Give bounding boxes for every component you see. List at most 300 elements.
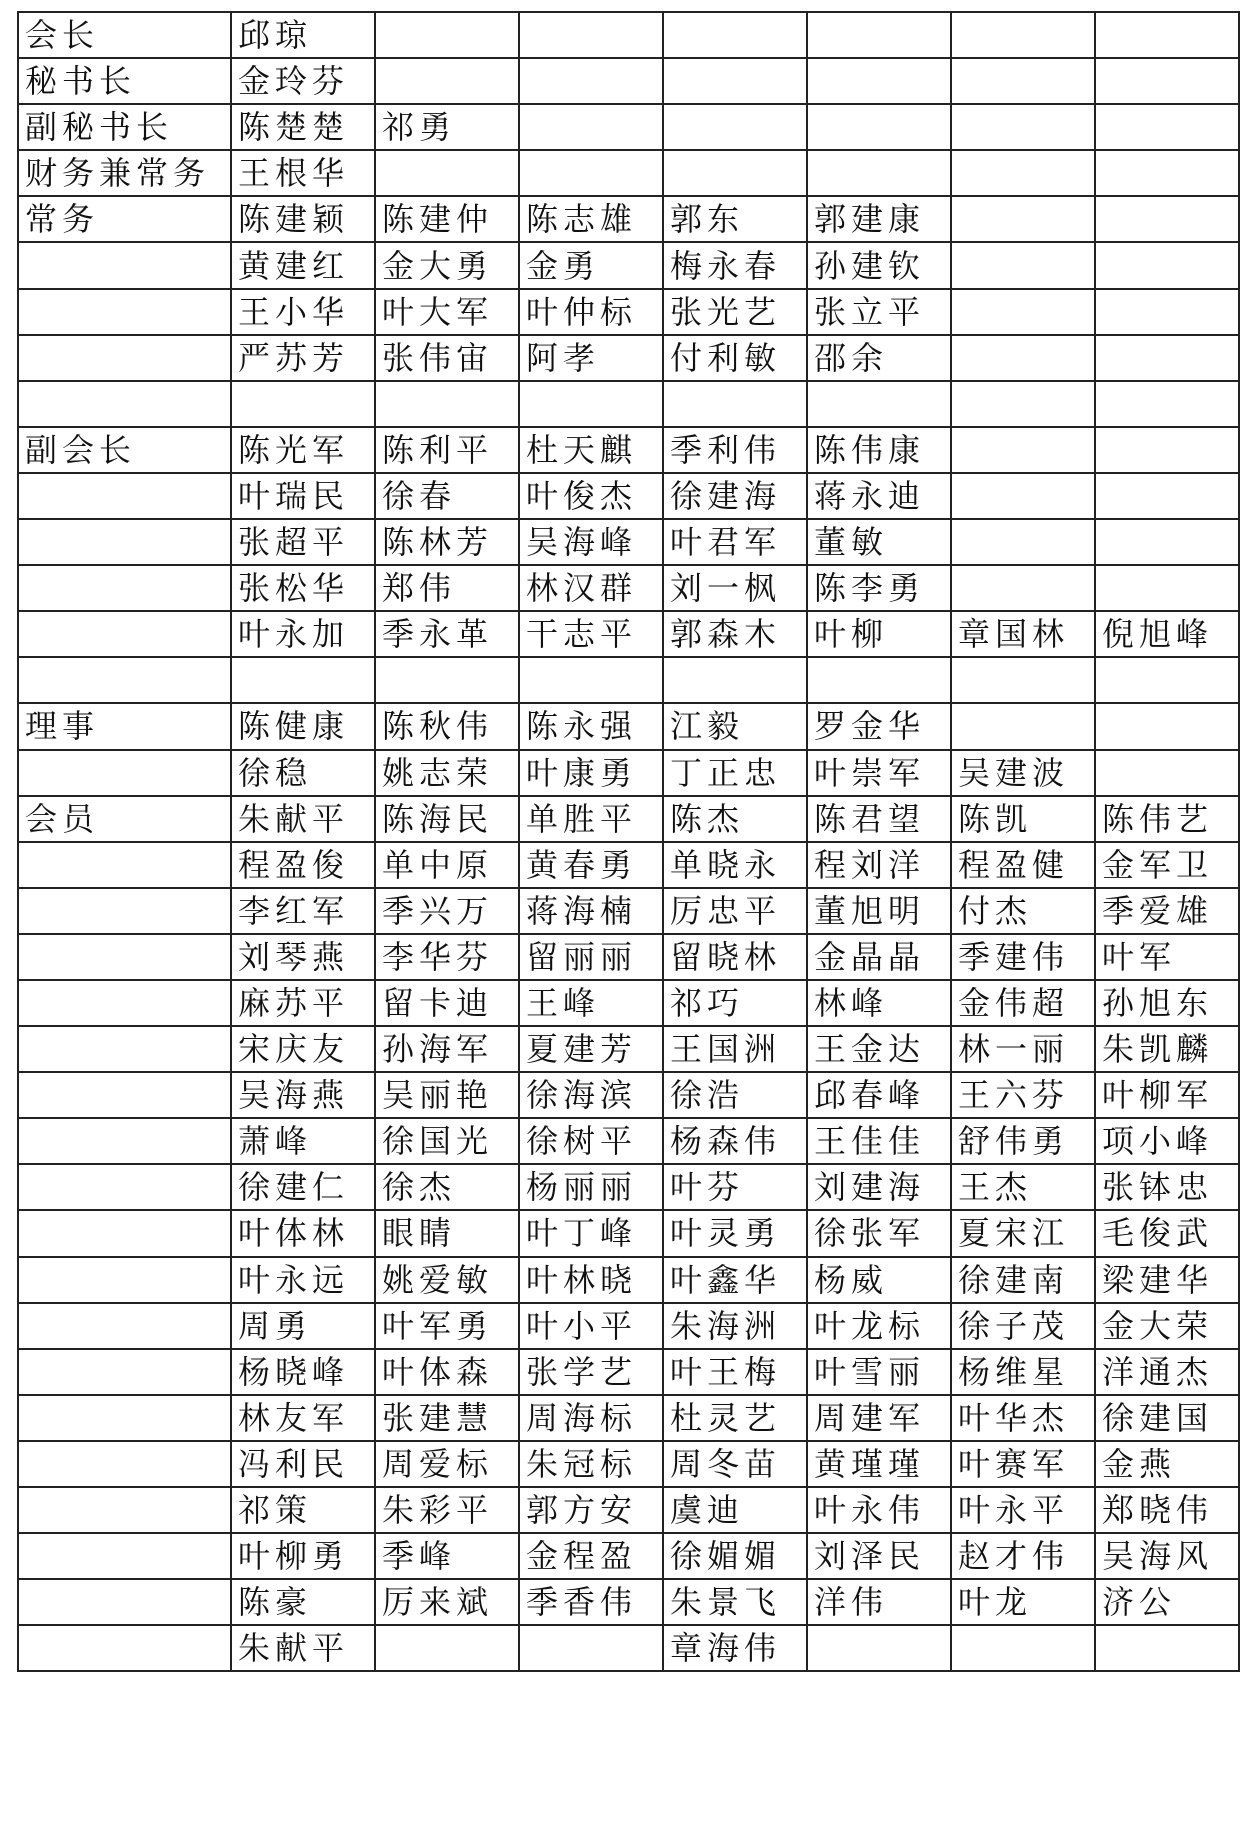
name-cell: 郭建康 [807, 196, 951, 242]
name-cell: 徐子茂 [951, 1303, 1095, 1349]
name-cell: 陈伟康 [807, 427, 951, 473]
name-cell: 付利敏 [663, 335, 807, 381]
name-cell: 王国洲 [663, 1026, 807, 1072]
name-cell: 叶灵勇 [663, 1210, 807, 1256]
name-cell [807, 381, 951, 427]
name-cell [1095, 150, 1239, 196]
name-cell: 吴丽艳 [375, 1072, 519, 1118]
name-cell [951, 335, 1095, 381]
name-cell: 宋庆友 [231, 1026, 375, 1072]
name-cell: 叶柳 [807, 611, 951, 657]
role-cell [18, 519, 231, 565]
name-cell: 章海伟 [663, 1625, 807, 1671]
table-row [18, 980, 1239, 1026]
name-cell: 郑伟 [375, 565, 519, 611]
role-cell [18, 242, 231, 288]
name-cell: 吴海燕 [231, 1072, 375, 1118]
name-cell: 叶俊杰 [519, 473, 663, 519]
name-cell: 叶永平 [951, 1487, 1095, 1533]
name-cell: 赵才伟 [951, 1533, 1095, 1579]
name-cell: 张钵忠 [1095, 1164, 1239, 1210]
table-row [18, 703, 1239, 749]
table-row [18, 750, 1239, 796]
name-cell: 徐浩 [663, 1072, 807, 1118]
name-cell: 徐建仁 [231, 1164, 375, 1210]
name-cell: 叶军 [1095, 934, 1239, 980]
name-cell: 董旭明 [807, 888, 951, 934]
name-cell [1095, 58, 1239, 104]
name-cell [951, 12, 1095, 58]
name-cell: 叶小平 [519, 1303, 663, 1349]
name-cell: 朱冠标 [519, 1441, 663, 1487]
role-cell: 理事 [18, 703, 231, 749]
name-cell [807, 12, 951, 58]
name-cell: 杜天麒 [519, 427, 663, 473]
name-cell [1095, 381, 1239, 427]
name-cell: 陈豪 [231, 1579, 375, 1625]
role-cell [18, 750, 231, 796]
name-cell: 邱春峰 [807, 1072, 951, 1118]
name-cell: 姚爱敏 [375, 1257, 519, 1303]
name-cell: 王佳佳 [807, 1118, 951, 1164]
name-cell: 叶体林 [231, 1210, 375, 1256]
table-row [18, 427, 1239, 473]
table-row [18, 12, 1239, 58]
name-cell: 叶体森 [375, 1349, 519, 1395]
name-cell: 程盈健 [951, 842, 1095, 888]
name-cell: 吴海风 [1095, 1533, 1239, 1579]
name-cell: 叶崇军 [807, 750, 951, 796]
name-cell: 祁策 [231, 1487, 375, 1533]
name-cell: 毛俊武 [1095, 1210, 1239, 1256]
name-cell: 叶王梅 [663, 1349, 807, 1395]
name-cell [1095, 242, 1239, 288]
role-cell [18, 1210, 231, 1256]
name-cell [1095, 750, 1239, 796]
name-cell: 王六芬 [951, 1072, 1095, 1118]
table-row [18, 565, 1239, 611]
name-cell: 罗金华 [807, 703, 951, 749]
role-cell: 会员 [18, 796, 231, 842]
name-cell: 季永革 [375, 611, 519, 657]
name-cell [951, 565, 1095, 611]
name-cell: 严苏芳 [231, 335, 375, 381]
role-cell [18, 1487, 231, 1533]
name-cell: 叶永远 [231, 1257, 375, 1303]
name-cell [231, 657, 375, 703]
name-cell: 叶龙标 [807, 1303, 951, 1349]
role-cell [18, 381, 231, 427]
name-cell: 梁建华 [1095, 1257, 1239, 1303]
name-cell: 金燕 [1095, 1441, 1239, 1487]
name-cell: 刘一枫 [663, 565, 807, 611]
name-cell: 眼睛 [375, 1210, 519, 1256]
name-cell [1095, 196, 1239, 242]
name-cell: 叶瑞民 [231, 473, 375, 519]
name-cell [951, 150, 1095, 196]
name-cell: 郭方安 [519, 1487, 663, 1533]
table-row [18, 1441, 1239, 1487]
name-cell: 叶林晓 [519, 1257, 663, 1303]
name-cell: 张建慧 [375, 1395, 519, 1441]
name-cell [1095, 473, 1239, 519]
table-row [18, 611, 1239, 657]
name-cell: 舒伟勇 [951, 1118, 1095, 1164]
name-cell: 吴建波 [951, 750, 1095, 796]
name-cell [1095, 1625, 1239, 1671]
member-roster-table [17, 11, 1240, 1672]
name-cell: 陈杰 [663, 796, 807, 842]
name-cell: 金军卫 [1095, 842, 1239, 888]
name-cell [951, 58, 1095, 104]
name-cell: 单中原 [375, 842, 519, 888]
name-cell: 祁巧 [663, 980, 807, 1026]
name-cell: 叶永加 [231, 611, 375, 657]
name-cell: 张伟宙 [375, 335, 519, 381]
name-cell: 项小峰 [1095, 1118, 1239, 1164]
name-cell: 陈健康 [231, 703, 375, 749]
table-row [18, 58, 1239, 104]
name-cell: 丁正忠 [663, 750, 807, 796]
name-cell: 张光艺 [663, 289, 807, 335]
name-cell: 洋伟 [807, 1579, 951, 1625]
name-cell [951, 657, 1095, 703]
table-row [18, 1533, 1239, 1579]
name-cell [1095, 427, 1239, 473]
name-cell: 金玲芬 [231, 58, 375, 104]
name-cell: 叶华杰 [951, 1395, 1095, 1441]
name-cell: 朱献平 [231, 1625, 375, 1671]
name-cell: 王金达 [807, 1026, 951, 1072]
name-cell [951, 196, 1095, 242]
name-cell [951, 473, 1095, 519]
name-cell: 金大荣 [1095, 1303, 1239, 1349]
name-cell: 黄春勇 [519, 842, 663, 888]
name-cell: 黄建红 [231, 242, 375, 288]
name-cell: 陈楚楚 [231, 104, 375, 150]
name-cell: 江毅 [663, 703, 807, 749]
name-cell: 萧峰 [231, 1118, 375, 1164]
name-cell [807, 150, 951, 196]
name-cell: 孙海军 [375, 1026, 519, 1072]
name-cell: 陈秋伟 [375, 703, 519, 749]
table-row [18, 796, 1239, 842]
name-cell: 叶君军 [663, 519, 807, 565]
name-cell [951, 1625, 1095, 1671]
table-row [18, 934, 1239, 980]
name-cell: 周勇 [231, 1303, 375, 1349]
name-cell [807, 657, 951, 703]
table-row [18, 1072, 1239, 1118]
name-cell: 陈李勇 [807, 565, 951, 611]
name-cell: 徐树平 [519, 1118, 663, 1164]
name-cell: 王杰 [951, 1164, 1095, 1210]
name-cell: 季爱雄 [1095, 888, 1239, 934]
table-row [18, 473, 1239, 519]
name-cell [519, 12, 663, 58]
name-cell: 叶赛军 [951, 1441, 1095, 1487]
name-cell: 麻苏平 [231, 980, 375, 1026]
name-cell: 叶康勇 [519, 750, 663, 796]
name-cell: 徐建海 [663, 473, 807, 519]
name-cell: 祁勇 [375, 104, 519, 150]
name-cell: 济公 [1095, 1579, 1239, 1625]
name-cell [519, 150, 663, 196]
name-cell [1095, 104, 1239, 150]
name-cell: 徐杰 [375, 1164, 519, 1210]
name-cell [951, 427, 1095, 473]
table-row [18, 196, 1239, 242]
name-cell: 陈林芳 [375, 519, 519, 565]
name-cell: 夏建芳 [519, 1026, 663, 1072]
name-cell: 刘建海 [807, 1164, 951, 1210]
name-cell: 留卡迪 [375, 980, 519, 1026]
name-cell [519, 381, 663, 427]
name-cell: 季利伟 [663, 427, 807, 473]
name-cell: 杜灵艺 [663, 1395, 807, 1441]
name-cell [375, 1625, 519, 1671]
name-cell: 季香伟 [519, 1579, 663, 1625]
table-row [18, 1026, 1239, 1072]
name-cell: 林峰 [807, 980, 951, 1026]
name-cell: 陈志雄 [519, 196, 663, 242]
name-cell: 黄瑾瑾 [807, 1441, 951, 1487]
table-row [18, 1625, 1239, 1671]
name-cell [1095, 657, 1239, 703]
role-cell: 副秘书长 [18, 104, 231, 150]
name-cell [231, 381, 375, 427]
name-cell: 夏宋江 [951, 1210, 1095, 1256]
table-row [18, 657, 1239, 703]
name-cell: 蒋海楠 [519, 888, 663, 934]
role-cell [18, 565, 231, 611]
role-cell: 财务兼常务 [18, 150, 231, 196]
name-cell [1095, 289, 1239, 335]
name-cell: 杨森伟 [663, 1118, 807, 1164]
name-cell [663, 104, 807, 150]
name-cell: 倪旭峰 [1095, 611, 1239, 657]
name-cell: 王峰 [519, 980, 663, 1026]
table-row [18, 1395, 1239, 1441]
name-cell [1095, 565, 1239, 611]
name-cell: 留丽丽 [519, 934, 663, 980]
name-cell: 蒋永迪 [807, 473, 951, 519]
name-cell: 金程盈 [519, 1533, 663, 1579]
name-cell: 李红军 [231, 888, 375, 934]
name-cell: 王小华 [231, 289, 375, 335]
name-cell: 洋通杰 [1095, 1349, 1239, 1395]
name-cell: 陈伟艺 [1095, 796, 1239, 842]
name-cell [663, 12, 807, 58]
name-cell: 陈光军 [231, 427, 375, 473]
name-cell: 陈海民 [375, 796, 519, 842]
name-cell [519, 657, 663, 703]
role-cell [18, 842, 231, 888]
name-cell: 周冬苗 [663, 1441, 807, 1487]
table-row [18, 242, 1239, 288]
name-cell: 朱景飞 [663, 1579, 807, 1625]
name-cell: 郑晓伟 [1095, 1487, 1239, 1533]
name-cell [519, 104, 663, 150]
role-cell [18, 611, 231, 657]
name-cell [951, 519, 1095, 565]
table-row [18, 381, 1239, 427]
name-cell: 干志平 [519, 611, 663, 657]
name-cell [1095, 703, 1239, 749]
name-cell [951, 104, 1095, 150]
name-cell: 叶雪丽 [807, 1349, 951, 1395]
name-cell: 姚志荣 [375, 750, 519, 796]
name-cell: 徐海滨 [519, 1072, 663, 1118]
name-cell: 张立平 [807, 289, 951, 335]
name-cell [663, 657, 807, 703]
role-cell [18, 1441, 231, 1487]
name-cell: 陈凯 [951, 796, 1095, 842]
name-cell: 周建军 [807, 1395, 951, 1441]
name-cell: 程盈俊 [231, 842, 375, 888]
name-cell: 陈建颖 [231, 196, 375, 242]
name-cell: 刘琴燕 [231, 934, 375, 980]
name-cell [951, 381, 1095, 427]
name-cell: 朱海洲 [663, 1303, 807, 1349]
name-cell: 付杰 [951, 888, 1095, 934]
name-cell: 孙建钦 [807, 242, 951, 288]
role-cell [18, 1026, 231, 1072]
name-cell: 邱琼 [231, 12, 375, 58]
role-cell [18, 980, 231, 1026]
name-cell: 留晓林 [663, 934, 807, 980]
name-cell: 叶丁峰 [519, 1210, 663, 1256]
table-row [18, 842, 1239, 888]
table-row [18, 1210, 1239, 1256]
role-cell [18, 888, 231, 934]
name-cell [1095, 335, 1239, 381]
name-cell: 张松华 [231, 565, 375, 611]
name-cell [807, 104, 951, 150]
name-cell: 徐国光 [375, 1118, 519, 1164]
name-cell: 厉忠平 [663, 888, 807, 934]
name-cell [375, 657, 519, 703]
name-cell [375, 12, 519, 58]
name-cell: 陈永强 [519, 703, 663, 749]
name-cell [951, 703, 1095, 749]
role-cell [18, 934, 231, 980]
name-cell: 董敏 [807, 519, 951, 565]
roster-body [18, 12, 1239, 1671]
role-cell: 副会长 [18, 427, 231, 473]
name-cell: 刘泽民 [807, 1533, 951, 1579]
name-cell: 叶大军 [375, 289, 519, 335]
name-cell: 杨威 [807, 1257, 951, 1303]
name-cell: 叶永伟 [807, 1487, 951, 1533]
name-cell: 陈利平 [375, 427, 519, 473]
role-cell [18, 289, 231, 335]
name-cell [663, 381, 807, 427]
name-cell [519, 58, 663, 104]
name-cell: 朱彩平 [375, 1487, 519, 1533]
name-cell: 杨丽丽 [519, 1164, 663, 1210]
name-cell: 周爱标 [375, 1441, 519, 1487]
name-cell [663, 150, 807, 196]
role-cell [18, 473, 231, 519]
name-cell: 朱献平 [231, 796, 375, 842]
name-cell: 金伟超 [951, 980, 1095, 1026]
role-cell [18, 335, 231, 381]
role-cell: 会长 [18, 12, 231, 58]
name-cell: 程刘洋 [807, 842, 951, 888]
name-cell: 叶鑫华 [663, 1257, 807, 1303]
name-cell: 徐稳 [231, 750, 375, 796]
name-cell: 孙旭东 [1095, 980, 1239, 1026]
table-row [18, 1349, 1239, 1395]
table-row [18, 888, 1239, 934]
name-cell: 吴海峰 [519, 519, 663, 565]
name-cell: 周海标 [519, 1395, 663, 1441]
name-cell: 郭森木 [663, 611, 807, 657]
name-cell: 阿孝 [519, 335, 663, 381]
name-cell: 叶柳勇 [231, 1533, 375, 1579]
name-cell: 单胜平 [519, 796, 663, 842]
name-cell: 季峰 [375, 1533, 519, 1579]
name-cell: 林汉群 [519, 565, 663, 611]
name-cell: 徐建南 [951, 1257, 1095, 1303]
name-cell [375, 58, 519, 104]
role-cell [18, 1349, 231, 1395]
name-cell: 金大勇 [375, 242, 519, 288]
table-row [18, 104, 1239, 150]
name-cell: 冯利民 [231, 1441, 375, 1487]
role-cell [18, 1303, 231, 1349]
table-row [18, 1487, 1239, 1533]
name-cell: 章国林 [951, 611, 1095, 657]
role-cell: 秘书长 [18, 58, 231, 104]
name-cell: 梅永春 [663, 242, 807, 288]
name-cell [375, 381, 519, 427]
name-cell: 杨维星 [951, 1349, 1095, 1395]
name-cell [1095, 519, 1239, 565]
name-cell: 张学艺 [519, 1349, 663, 1395]
table-row [18, 289, 1239, 335]
role-cell [18, 1625, 231, 1671]
name-cell: 叶仲标 [519, 289, 663, 335]
role-cell [18, 1395, 231, 1441]
name-cell: 邵余 [807, 335, 951, 381]
name-cell: 叶龙 [951, 1579, 1095, 1625]
name-cell: 张超平 [231, 519, 375, 565]
role-cell [18, 1118, 231, 1164]
role-cell: 常务 [18, 196, 231, 242]
name-cell [375, 150, 519, 196]
name-cell: 郭东 [663, 196, 807, 242]
name-cell: 叶芬 [663, 1164, 807, 1210]
name-cell: 厉来斌 [375, 1579, 519, 1625]
name-cell: 陈建仲 [375, 196, 519, 242]
name-cell: 金勇 [519, 242, 663, 288]
name-cell: 徐张军 [807, 1210, 951, 1256]
name-cell: 徐建国 [1095, 1395, 1239, 1441]
name-cell: 徐媚媚 [663, 1533, 807, 1579]
name-cell [519, 1625, 663, 1671]
name-cell: 朱凯麟 [1095, 1026, 1239, 1072]
role-cell [18, 1072, 231, 1118]
name-cell [807, 1625, 951, 1671]
name-cell: 徐春 [375, 473, 519, 519]
name-cell: 单晓永 [663, 842, 807, 888]
role-cell [18, 1164, 231, 1210]
name-cell: 杨晓峰 [231, 1349, 375, 1395]
table-row [18, 519, 1239, 565]
name-cell: 季兴万 [375, 888, 519, 934]
